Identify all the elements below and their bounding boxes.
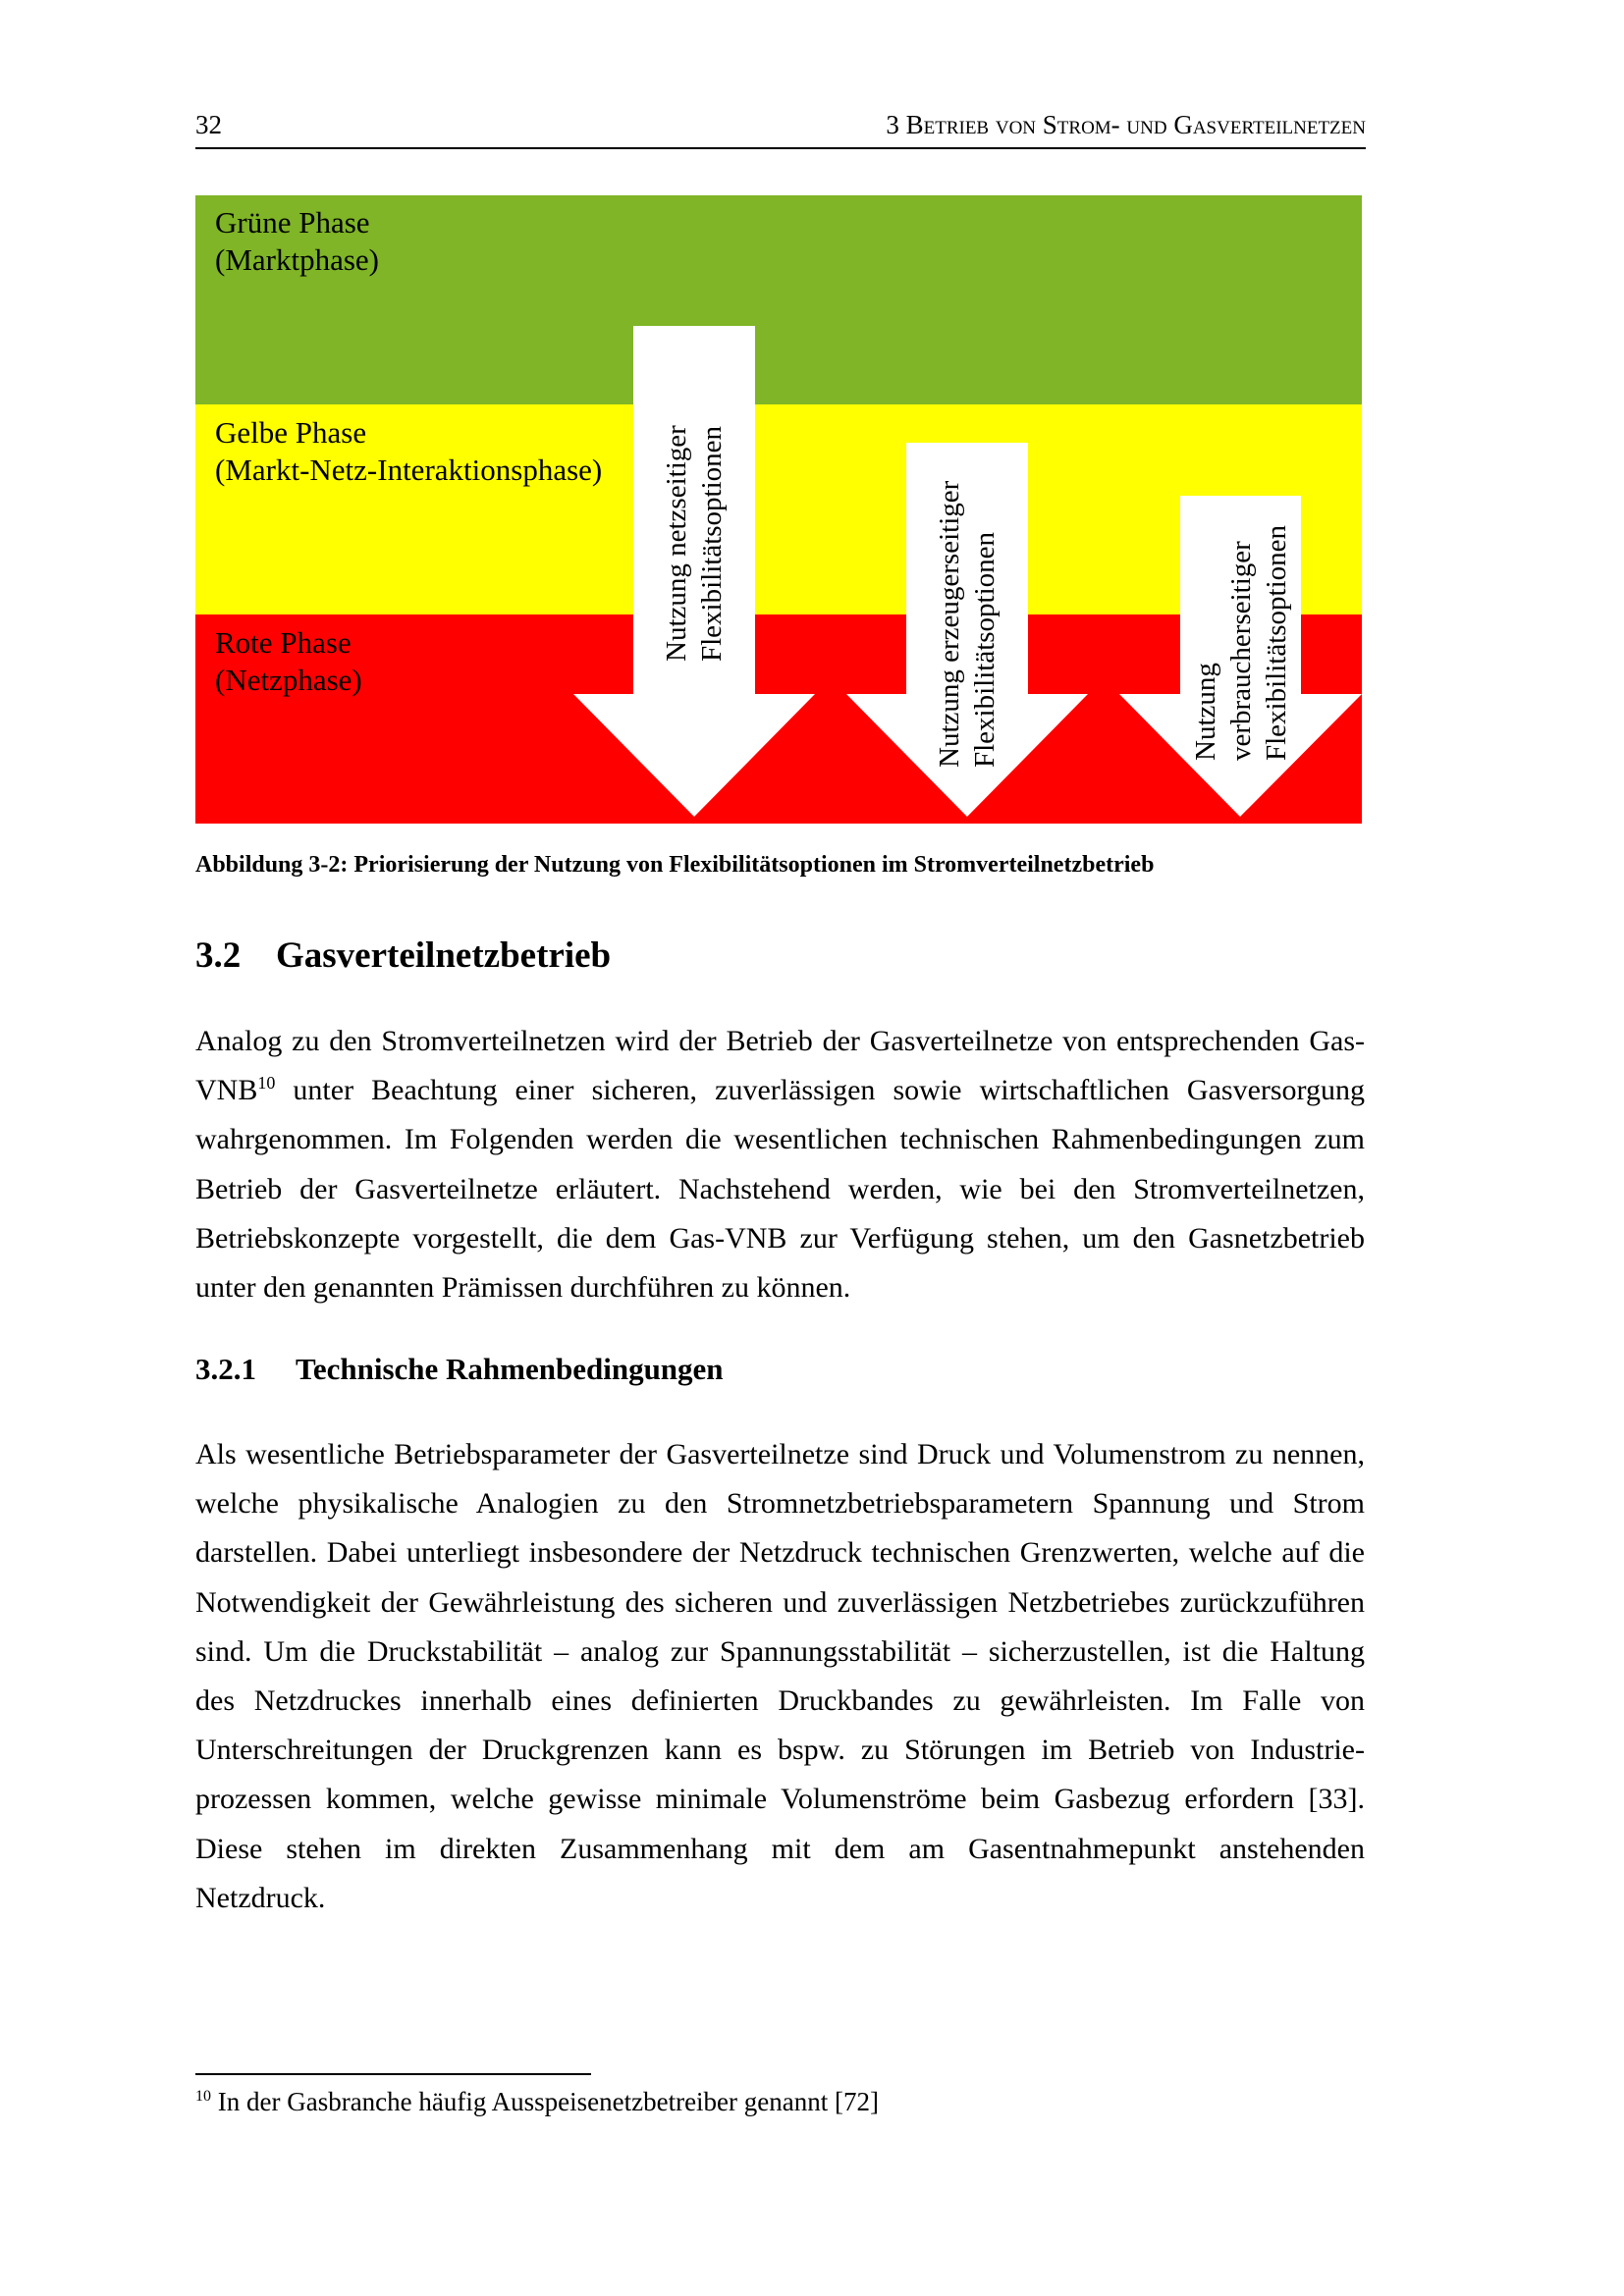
phase-title: Rote Phase [215,625,352,660]
subsection-title: Technische Rahmenbedingungen [296,1352,724,1386]
footnote-number: 10 [195,2088,211,2105]
subsection-heading [195,1352,724,1387]
arrow-label-line: Flexibilitätsoptionen [696,425,728,662]
text-line: Betriebskonzepte vorgestellt, die dem Gas-VNB zur Verfügung stehen, um den Gasnetzbetrieb [195,1221,1365,1255]
text-line: unter den genannten Prämissen durchführen zu können. [195,1270,851,1304]
text-line: prozessen kommen, welche gewisse minimale Volumenströme beim Gasbezug erfordern [33]. [195,1783,1365,1816]
section-number: 3.2 [195,935,242,976]
footnote-ref[interactable]: 10 [257,1073,276,1094]
footnote-text: In der Gasbranche häufig Ausspeisenetzbetreiber genannt [72] [211,2087,879,2116]
text-line: Unterschreitungen der Druckgrenzen kann es bspw. zu Störungen im Betrieb von Industrie- [195,1734,1365,1767]
text-line: Diese stehen im direkten Zusammenhang mit dem am Gasentnahmepunkt anstehenden [195,1832,1365,1865]
text-line [195,1066,1365,1115]
arrow-label-line: verbraucherseitiger [1224,541,1257,761]
arrow-label-line: Nutzung erzeugerseitiger [934,480,965,768]
text-line: Netzdruck. [195,1881,326,1914]
phase-subtitle: (Markt-Netz-Interaktionsphase) [215,453,603,487]
priority-arrows [0,0,1624,883]
text-line: Notwendigkeit der Gewährleistung des sicheren und zuverlässigen Netzbetriebes zurückzuführen [195,1585,1365,1619]
arrow-label-line: Nutzung netzseitiger [661,425,692,662]
text-line: des Netzdruckes innerhalb eines definierten Druckbandes zu gewährleisten. Im Falle von [195,1683,1365,1717]
figure-caption: Abbildung 3-2: Priorisierung der Nutzung von Flexibilitätsoptionen im Stromverteilnetzbetrieb [195,852,1155,878]
paragraph-intro [195,1017,1365,1312]
text-line: welche physikalische Analogien zu den Stromnetzbetriebsparametern Spannung und Strom [195,1487,1365,1521]
arrow-consumer-side-label [1180,499,1301,761]
phase-subtitle: (Netzphase) [215,663,362,697]
arrow-generator-side-label [906,447,1028,768]
text-line: wahrgenommen. Im Folgenden werden die wesentlichen technischen Rahmenbedingungen zum [195,1123,1365,1156]
running-header: 3 Betrieb von Strom- und Gasverteilnetzen [886,110,1366,139]
arrow-label-line: Flexibilitätsoptionen [1260,524,1292,761]
text-line: sind. Um die Druckstabilität – analog zur Spannungsstabilität – sicherzustellen, ist die Haltung [195,1634,1365,1668]
text-line: Als wesentliche Betriebsparameter der Gasverteilnetze sind Druck und Volumenstrom zu nennen, [195,1438,1365,1470]
footnote-rule [195,2073,591,2075]
text-span: unter Beachtung einer sicheren, zuverlässigen sowie wirtschaftlichen Gasversorgung [275,1074,1365,1107]
arrow-label-line: Flexibilitätsoptionen [969,531,1001,768]
paragraph-technical [195,1430,1365,1923]
phase-subtitle: (Marktphase) [215,242,379,277]
text-span: VNB [195,1074,258,1107]
section-title: Gasverteilnetzbetrieb [276,935,612,976]
phase-title: Grüne Phase [215,205,370,240]
page-number: 32 [195,110,222,139]
text-line: Analog zu den Stromverteilnetzen wird der Betrieb der Gasverteilnetze von entsprechenden Gas- [195,1025,1365,1057]
arrow-label-line: Nutzung [1189,663,1221,761]
section-heading [195,934,611,977]
text-line: Betrieb der Gasverteilnetze erläutert. Nachstehend werden, wie bei den Stromverteilnetzen, [195,1172,1365,1205]
text-line: darstellen. Dabei unterliegt insbesondere der Netzdruck technischen Grenzwerten, welche auf die [195,1536,1365,1570]
subsection-number: 3.2.1 [195,1352,256,1386]
arrow-grid-side-label [633,393,755,662]
phase-title: Gelbe Phase [215,415,367,450]
footnote [195,2087,879,2117]
